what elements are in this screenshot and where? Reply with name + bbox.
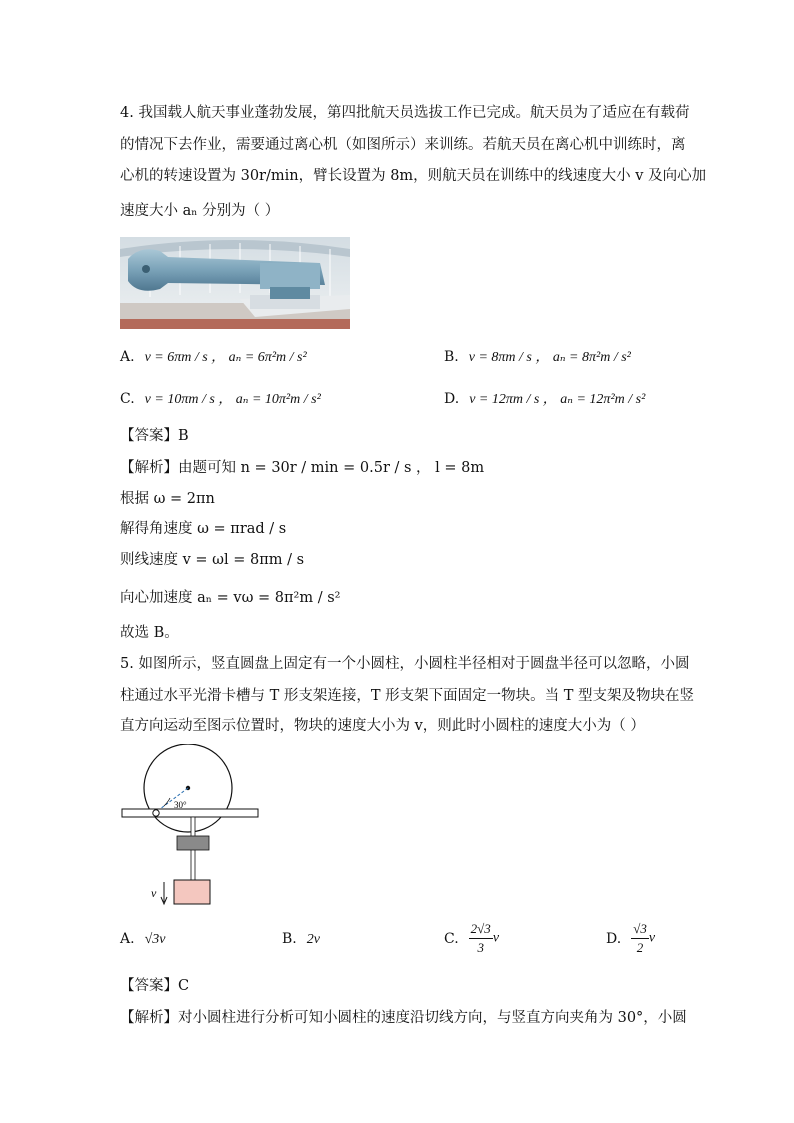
q5-option-d[interactable] [606,920,655,957]
q5-option-c-tail: v [492,930,500,946]
q4-line-3: 心机的转速设置为 30r/min，臂长设置为 8m，则航天员在训练中的线速度大小 v 及向心加 [120,168,707,184]
q4-line-2: 的情况下去作业，需要通过离心机（如图所示）来训练。若航天员在离心机中训练时，离 [120,137,686,153]
q5-option-d-tail: v [648,930,656,946]
q4-option-d[interactable] [444,389,645,410]
q4-line-4: 速度大小 aₙ 分别为（ ） [120,203,280,219]
q4-option-b[interactable] [444,347,631,368]
q5-answer: 【答案】C [120,978,190,994]
disk-t-frame-diagram [118,744,268,916]
q5-option-d-numerator: √3 [631,920,649,939]
q5-analysis-1: 【解析】对小圆柱进行分析可知小圆柱的速度沿切线方向，与竖直方向夹角为 30°，小圆 [120,1010,687,1026]
q4-option-c-label: C. [120,391,135,407]
velocity-label: v [151,886,157,900]
q4-line-1: 4. 我国载人航天事业蓬勃发展，第四批航天员选拔工作已完成。航天员为了适应在有载荷 [120,105,690,121]
q4-analysis-3: 解得角速度 ω = πrad / s [120,521,287,537]
q5-option-b[interactable] [282,929,320,950]
q4-answer: 【答案】B [120,428,189,444]
q4-option-a[interactable] [120,347,307,368]
q4-option-b-text: v = 8πm / s ， aₙ = 8π²m / s² [468,350,631,365]
q5-option-b-label: B. [282,931,297,947]
q4-option-c-text: v = 10πm / s ， aₙ = 10π²m / s² [144,392,321,407]
q4-analysis-2: 根据 ω = 2πn [120,491,215,507]
q4-analysis-5: 向心加速度 aₙ = vω = 8π²m / s² [120,590,341,606]
q5-option-c[interactable] [444,920,499,957]
q4-option-c[interactable] [120,389,321,410]
q5-line-2: 柱通过水平光滑卡槽与 T 形支架连接，T 形支架下面固定一物块。当 T 型支架及物块在竖 [120,688,695,704]
q5-option-c-denominator: 3 [477,940,484,955]
q5-option-d-label: D. [606,930,622,947]
q4-analysis-1: 【解析】由题可知 n = 30r / min = 0.5r / s ， l = 8m [120,460,485,476]
q5-option-c-fraction [469,920,493,957]
q5-line-3: 直方向运动至图示位置时，物块的速度大小为 v，则此时小圆柱的速度大小为（ ） [120,718,645,734]
q4-option-d-text: v = 12πm / s ， aₙ = 12π²m / s² [469,392,646,407]
q5-line-1: 5. 如图所示，竖直圆盘上固定有一个小圆柱，小圆柱半径相对于圆盘半径可以忽略，小圆 [120,656,690,672]
q4-option-a-label: A. [120,349,135,365]
q5-option-a-label: A. [120,931,135,947]
q4-option-b-label: B. [444,349,459,365]
q5-option-a[interactable] [120,929,165,950]
centrifuge-photo [120,237,350,329]
q5-option-d-fraction [631,920,649,957]
angle-label: 30° [174,800,187,810]
q4-analysis-6: 故选 B。 [120,625,179,641]
q5-option-c-numerator: 2√3 [469,920,493,939]
q5-option-a-text: √3v [144,932,166,947]
q5-option-c-label: C. [444,930,459,947]
q4-option-d-label: D. [444,391,460,407]
q5-option-d-denominator: 2 [636,940,644,955]
q5-option-b-text: 2v [306,932,320,947]
q4-option-a-text: v = 6πm / s ， aₙ = 6π²m / s² [144,350,307,365]
q4-analysis-4: 则线速度 v = ωl = 8πm / s [120,552,305,568]
